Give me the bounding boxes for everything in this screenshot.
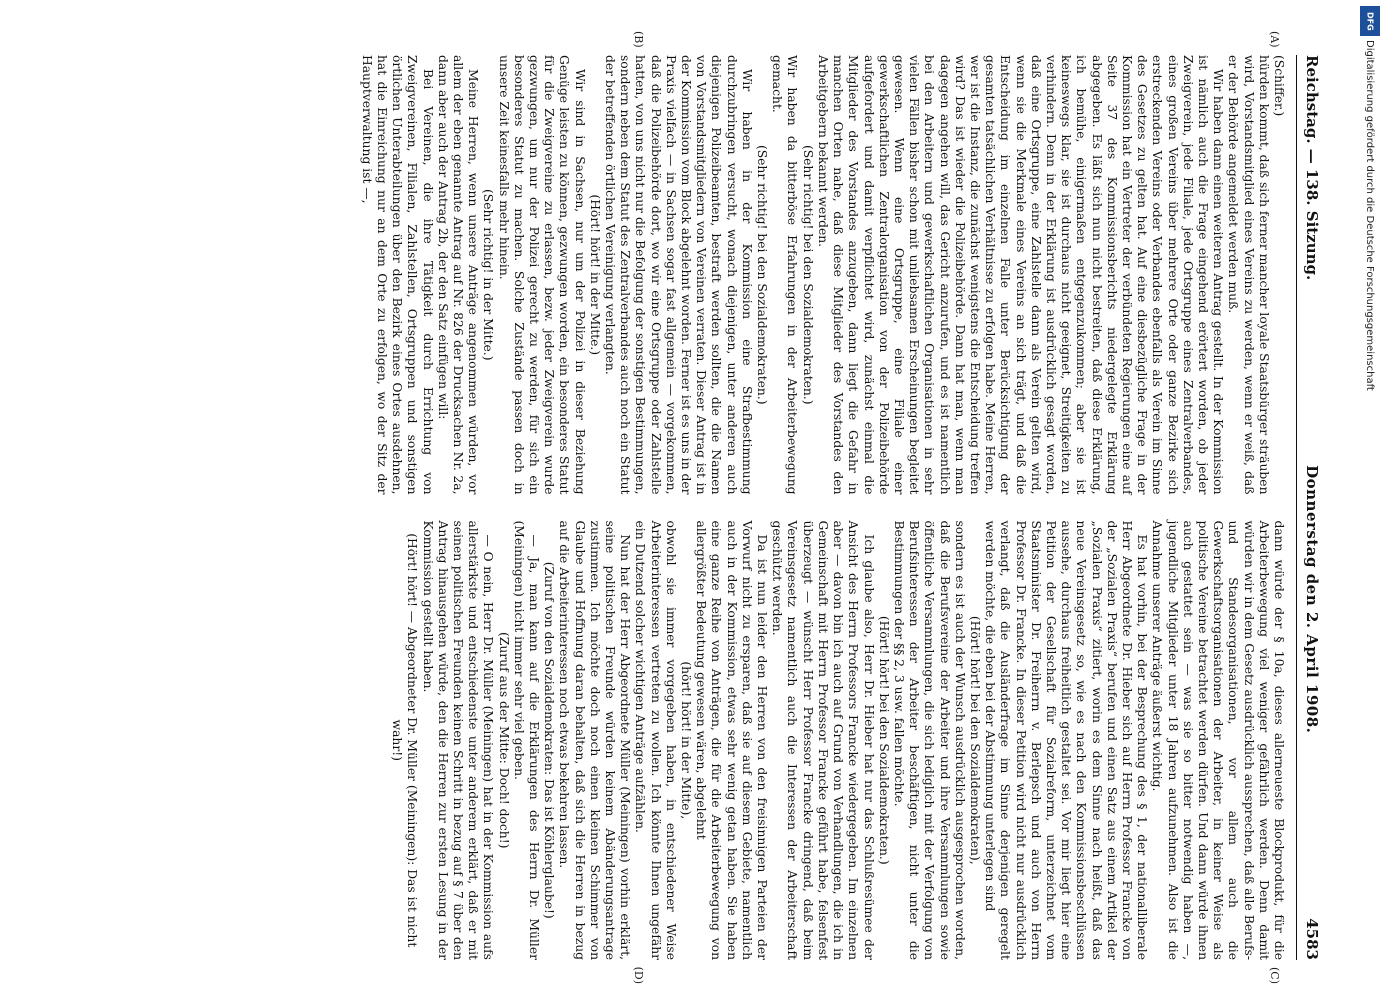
interjection: (Zuruf von den Sozialdemokraten: Das ist Köhlerglaube!) bbox=[542, 561, 557, 919]
paragraph: Es hat vorhin, bei der Besprechung des § 1, der nationalliberale Herr Abgeordnete Dr. Hieber sich auf Herrn Professor Francke von der „Sozialen Praxis“ berufen und einen Satz aus einem Artikel der „Sozialen Praxis“ zitiert, worin es dem Sinne nach heißt, daß das neue Vereinsgesetz so, wie es nach den Kommissionsbeschlüssen aussehe, durchaus freiheitlich gestaltet sei. Vor mir liegt hier eine Petition der Gesellschaft für Sozialreform, unterzeichnet vom Staatsminister Dr. Freiherrn v. Berlepsch und auch von Herrn Professor Dr. Francke. In dieser Petition wird nicht nur ausdrücklich verlangt, daß die Ausländerfrage im Sinne derjenigen geregelt werden möchte, die eben bei der Abstimmung unterlegen sind bbox=[983, 520, 1150, 960]
paragraph: Wir haben dann einen weiteren Antrag gestellt. In der Kommission ist nämlich auch die Frage eingehend erörtert worden, ob jeder Zweigverein, jede Filiale, jede Ortsgruppe eines Zentralverbandes, eines großen Vereins über mehrere Orte oder ganze Bezirke sich erstreckenden Vereins oder Verbandes ebenfalls als Verein im Sinne des Gesetzes zu gelten hat. Auf eine diesbezügliche Frage in der Kommission hat ein Vertreter der verbündeten Regierungen eine auf Seite 37 des Kommissionsberichts niedergelegte Erklärung abgegeben. Es läßt sich nun nicht bestreiten, daß diese Erklärung, ich bemühe, einigermaßen entgegenzukommen; aber sie ist keineswegs klar, sie ist durchaus nicht geeignet, Streitigkeiten zu verhindern. Denn in der Erklärung ist ausdrücklich gesagt worden, daß eine Ortsgruppe, eine Zahlstelle dann als Verein gelten wird, wenn sie die Merkmale eines Vereins an sich trägt, und daß die Entscheidung im einzelnen Falle unter Berücksichtigung der gesamten tatsächlichen Verhältnisse zu erfolgen habe. Meine Herren, wer ist die Instanz, die zunächst wenigstens die Entscheidung treffen wird? Das ist wieder die Polizeibehörde. Dann hat man, wenn man dagegen angehen will, das Gericht anzurufen, und es ist namentlich bei den Arbeitern und gewerkschaftlichen Organisationen in sehr vielen Fällen bisher schon mit unliebsamen Erscheinungen begleitet gewesen. Wenn eine Ortsgruppe, eine Filiale einer gewerkschaftlichen Zentralorganisation von der Polizeibehörde aufgefordert und damit verpflichtet wird, zunächst einmal die Mitglieder des Vorstandes anzugeben, dann liegt die Gefahr in manchen Orten nahe, daß diese Mitglieder des Vorstandes den Arbeitgebern bekannt werden. bbox=[815, 55, 1226, 495]
paragraph: Bei Vereinen, die ihre Tätigkeit durch Errichtung von Zweigvereinen, Filialen, Zahlstellen, Ortsgruppen und sonstigen örtlichen Unterabteilungen über den Bezirk eines Ortes ausdehnen, hat die Einreichung nur an dem Orte zu erfolgen, wo der Sitz der Hauptverwaltung ist —, bbox=[359, 55, 435, 495]
text-columns bbox=[359, 31, 1286, 984]
margin-marker-b: (B) bbox=[632, 31, 645, 48]
margin-marker-d: (D) bbox=[632, 966, 645, 984]
page-header bbox=[1296, 55, 1321, 960]
paragraph: dann würde der § 10a, dieses allerneueste Blockprodukt, für die Arbeiterbewegung viel weniger gefährlich werden. Denn damit würden wir in dem Gesetz ausdrücklich aussprechen, daß alle Berufs- und Standesorganisationen, vor allem auch die Gewerkschaftsorganisationen der Arbeiter, in keiner Weise als politische Vereine betrachtet werden dürfen. Und dann würde ihnen auch gestattet sein — was sie so bitter notwendig haben —, jugendliche Mitglieder unter 18 Jahren aufzunehmen. Also ist die Annahme unserer Anträge äußerst wichtig. bbox=[1150, 520, 1286, 960]
interjection: (Hört! hört! bei den Sozialdemokraten.) bbox=[876, 615, 891, 865]
dfg-logo: DFG bbox=[1360, 6, 1380, 36]
interjection: (Hört! hört! in der Mitte.) bbox=[587, 194, 602, 356]
interjection: (hört! hört! in der Mitte), bbox=[679, 661, 694, 820]
paragraph: Ich glaube also, Herr Dr. Hieber hat nur das Schlußresümee der Ansicht des Herrn Professors Francke wiedergegeben. Im einzelnen aber — davon bin ich auch auf Grund von Verhandlungen, die ich in Gemeinschaft mit Herrn Professor Francke geführt habe, felsenfest überzeugt — wünscht Herr Professor Francke dringend, daß beim Vereinsgesetz namentlich auch die Interessen der Arbeiterschaft geschützt werden. bbox=[770, 520, 876, 960]
paragraph: Nun hat der Herr Abgeordnete Müller (Meiningen) vorhin erklärt, seine politischen Freunde würden keinem Abänderungsantrage zustimmen. Ich möchte doch noch einen kleinen Schimmer von Glaube und Hoffnung daran behalten, daß sich die Herren in bezug auf die Arbeiterinteressen noch etwas bekehren lassen. bbox=[557, 520, 633, 960]
interjection: (Zuruf aus der Mitte: Doch! doch!) bbox=[496, 632, 511, 849]
paragraph: — O nein, Herr Dr. Müller (Meiningen) hat in der Kommission aufs allerstärkste und entschiedenste unter anderem erklärt, daß er mit seinen politischen Freunden keinen Schritt in bezug auf § 7 über den Antrag hinausgehen würde, den die Herren zur ersten Lesung in der Kommission gestellt haben. bbox=[420, 520, 496, 960]
paragraph: Wir sind in Sachsen, nur um der Polizei in dieser Beziehung Genüge leisten zu können, gezwungen worden, ein besonderes Statut für die Zweigvereine zu erlassen, bezw. jeder Zweigverein wurde gezwungen, um nur der Polizei gerecht zu werden, für sich ein besonderes Statut zu machen. Solche Zustände passen doch in unsere Zeit keinesfalls mehr hinein. bbox=[496, 55, 587, 495]
header-left: Reichstag. — 138. Sitzung. bbox=[1303, 55, 1321, 281]
digitization-credit bbox=[1363, 40, 1377, 580]
paragraph: Wir haben in der Kommission eine Strafbestimmung durchzubringen versucht, wonach diejenigen, unter anderen auch diejenigen Polizeibeamten, bestraft werden sollten, die die Namen von Vorstandsmitgliedern von Vereinen verraten. Dieser Antrag ist in der Kommission vom Block abgelehnt worden. Ferner ist es uns in der Praxis vielfach — in Sachsen sogar fast allgemein — vorgekommen, daß die Polizeibehörde dort, wo wir eine Ortsgruppe oder Zahlstelle hatten, von uns nicht nur die Befolgung der sonstigen Bestimmungen, sondern neben dem Statut des Zentralverbandes auch noch ein Statut der betreffenden örtlichen Vereinigung verlangten. bbox=[603, 55, 754, 495]
interjection: (Sehr richtig! bei den Sozialdemokraten.) bbox=[755, 144, 770, 405]
interjection: (Hört! hört! — Abgeordneter Dr. Müller (Meiningen): Das ist nicht wahr!) bbox=[390, 533, 420, 948]
margin-marker-a: (A) bbox=[1268, 31, 1281, 48]
paragraph: (Schiffer.) bbox=[1272, 55, 1286, 117]
header-date: Donnerstag den 2. April 1908. bbox=[1303, 465, 1321, 734]
paragraph: sondern es ist auch der Wunsch ausdrücklich ausgesprochen worden, daß die Berufsvereine der Arbeiter und ihre Versammlungen sowie öffentliche Versammlungen, die sich lediglich mit der Verfolgung von Berufsinteressen der Arbeiter beschäftigen, nicht unter die Bestimmungen der §§ 2, 3 usw. fallen möchte. bbox=[891, 520, 967, 960]
interjection: (Sehr richtig! in der Mitte.) bbox=[481, 188, 496, 361]
paragraph: hürden kommt, daß sich ferner mancher loyale Staatsbürger sträuben wird, Vorstandsmitglied eines Vereins zu werden, wenn er weiß, daß er der Behörde angemeldet werden muß. bbox=[1226, 55, 1271, 495]
page-number: 4583 bbox=[1303, 918, 1321, 960]
digitization-credit-text: Digitalisierung gefördert durch die Deutsche Forschungsgemeinschaft bbox=[1364, 40, 1375, 391]
paragraph: Da ist nun leider den Herren von den freisinnigen Parteien der Vorwurf nicht zu ersparen, daß sie auf diesem Gebiete, namentlich auch in der Kommission, etwas sehr wenig getan haben. Sie haben eine ganze Reihe von Anträgen, die für die Arbeiterbewegung von allergrößter Bedeutung gewesen wären, abgelehnt bbox=[694, 520, 770, 960]
margin-marker-c: (C) bbox=[1268, 967, 1281, 984]
paragraph: Meine Herren, wenn unsere Anträge angenommen würden, vor allem der eben genannte Antrag auf Nr. 826 der Drucksachen Nr. 2a, dann aber auch der Antrag 2b, der den Satz einfügen will: bbox=[435, 55, 481, 495]
paragraph: — Ja, man kann auf die Erklärungen des Herrn Dr. Müller (Meiningen) nicht immer sehr viel geben. bbox=[511, 520, 542, 960]
interjection: (Sehr richtig! bei den Sozialdemokraten.) bbox=[800, 144, 815, 405]
paragraph: obwohl sie immer vorgegeben haben, in entschiedener Weise Arbeiterinteressen vertreten zu wollen. Ich könnte Ihnen ungefähr ein Dutzend solcher wichtigen Anträge aufzählen. bbox=[633, 520, 678, 960]
paragraph: Wir haben da bitterböse Erfahrungen in der Arbeiterbewegung gemacht. bbox=[770, 55, 800, 495]
left-column bbox=[359, 31, 1286, 495]
right-column bbox=[359, 520, 1286, 984]
interjection: (Hört! hört! bei den Sozialdemokraten), bbox=[967, 615, 982, 865]
